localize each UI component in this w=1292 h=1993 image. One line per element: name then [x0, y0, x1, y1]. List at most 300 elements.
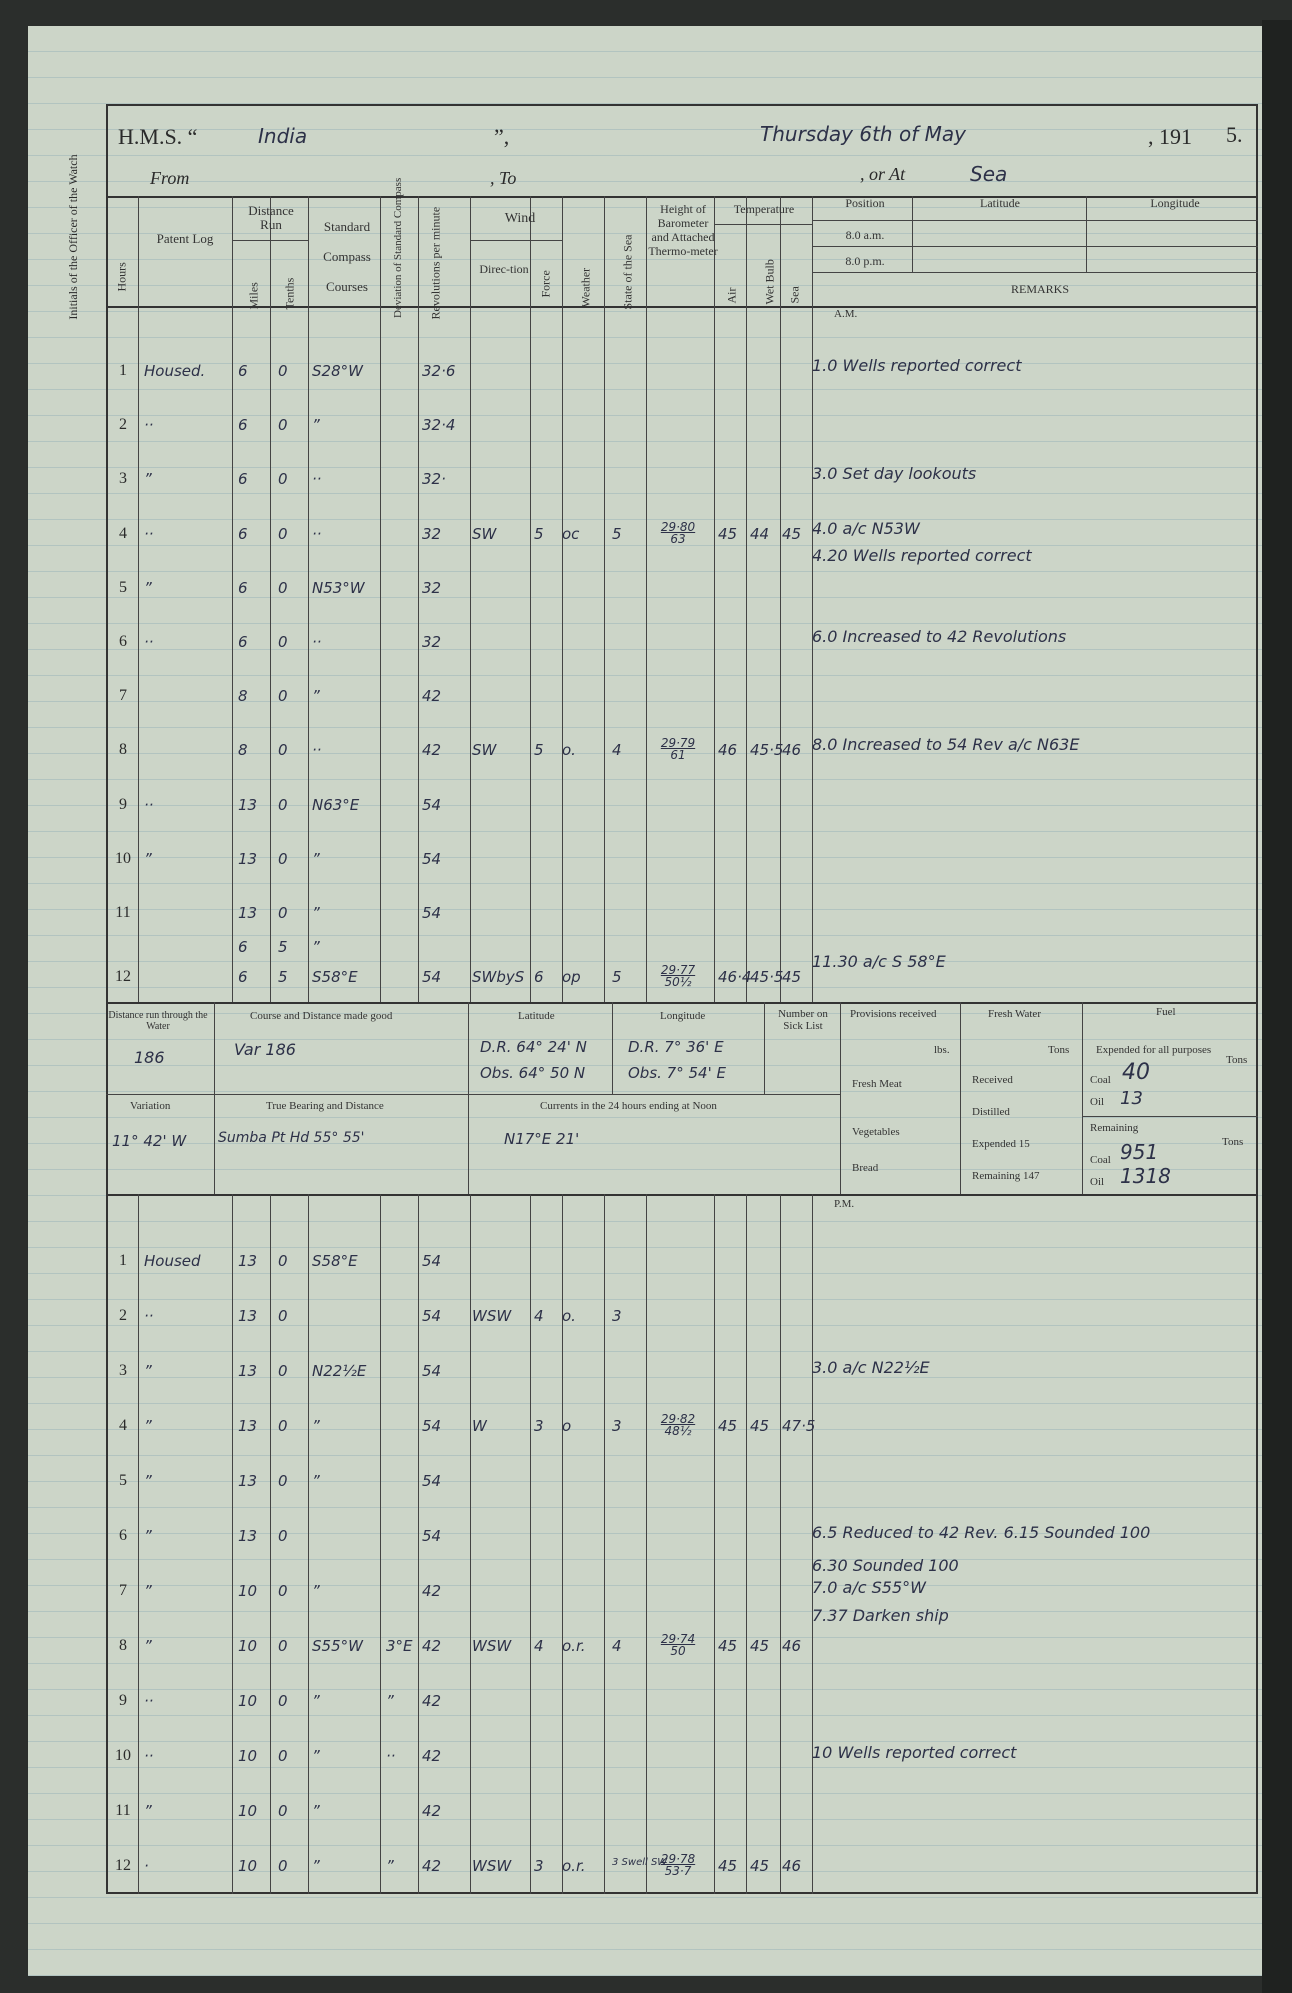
- am-course-cell: S28°W: [312, 362, 363, 380]
- pos-8am: 8.0 a.m.: [845, 228, 885, 242]
- pm-top-rule: [106, 1194, 1258, 1196]
- col-longitude: Longitude: [1150, 196, 1200, 210]
- pm-h-cell: 2: [119, 1307, 127, 1324]
- am-te-cell: 0: [278, 904, 288, 922]
- am-te-cell: 0: [278, 687, 288, 706]
- col-wind: Wind: [504, 211, 536, 226]
- am-mi-cell: 6: [238, 524, 248, 543]
- pm-mi-cell: 10: [238, 1637, 258, 1655]
- at-value: Sea: [970, 162, 1008, 186]
- am-te-cell: 0: [278, 741, 288, 760]
- water-expended: Expended 15: [972, 1138, 1030, 1150]
- am-mi-cell: 6: [238, 416, 248, 435]
- pm-rev-cell: 54: [422, 1252, 442, 1270]
- pm-h-cell: 3: [119, 1362, 127, 1379]
- pm-remark: 3.0 a/c N22½E: [812, 1358, 930, 1377]
- am-mi-cell: 6: [238, 633, 248, 651]
- noon-lon-dr: D.R. 7° 36' E: [628, 1038, 724, 1056]
- pm-dev-cell: ”: [386, 1857, 394, 1875]
- pm-rev-cell: 42: [422, 1857, 442, 1875]
- noon-lat-dr: D.R. 64° 24' N: [480, 1038, 587, 1056]
- pm-rev-cell: 42: [422, 1637, 442, 1655]
- col-sea: Sea: [787, 286, 802, 304]
- am-baro-reading: 29·77: [660, 963, 696, 977]
- am-mi-cell: 6: [238, 470, 248, 489]
- am-rev-cell: 42: [422, 741, 442, 760]
- am-h-cell: 10: [115, 849, 131, 867]
- pm-wet-cell: 45: [750, 1637, 770, 1655]
- am-rev-cell: 54: [422, 849, 442, 868]
- am-course-cell: ··: [312, 470, 322, 489]
- pm-baro-thermo: 50: [670, 1644, 686, 1658]
- am-course-cell: S58°E: [312, 968, 358, 986]
- pm-air-cell: 45: [718, 1637, 738, 1655]
- am-remark: 6.0 Increased to 42 Revolutions: [812, 627, 1067, 646]
- oil-rem-label: Oil: [1090, 1176, 1105, 1188]
- pm-sea-cell: 46: [782, 1637, 802, 1655]
- pm-mi-cell: 13: [238, 1307, 258, 1325]
- am-h-cell: 12: [115, 968, 131, 985]
- am-sea-cell: 45: [782, 968, 802, 986]
- pm-mi-cell: 13: [238, 1362, 258, 1380]
- column-rule: [418, 196, 419, 1002]
- column-rule: [780, 1194, 781, 1894]
- am-mi-cell: 6: [238, 968, 248, 986]
- pm-mi-cell: 13: [238, 1527, 258, 1545]
- pm-te-cell: 0: [278, 1307, 288, 1325]
- pm-h-cell: 10: [115, 1747, 131, 1764]
- pm-log-cell: ”: [144, 1362, 152, 1380]
- am-sea-cell: 46: [782, 741, 802, 760]
- am-log-cell: ··: [144, 416, 154, 435]
- pm-h-cell: 11: [115, 1802, 131, 1819]
- pm-dev-cell: 3°E: [386, 1637, 413, 1655]
- noon-lon-label: Longitude: [660, 1010, 706, 1022]
- am-te-cell: 0: [278, 362, 288, 380]
- noon-col-3: [612, 1002, 613, 1094]
- wind-sub-rule: [470, 240, 562, 241]
- col-air: Air: [724, 287, 739, 304]
- pm-course-cell: S58°E: [312, 1252, 358, 1270]
- col-temperature: Temperature: [733, 202, 795, 216]
- am-mi-cell: 6: [238, 938, 248, 956]
- pm-wdir-cell: W: [472, 1417, 487, 1435]
- am-h-cell: 3: [119, 470, 127, 488]
- am-rev-cell: 32: [422, 578, 442, 597]
- am-te-cell: 0: [278, 633, 288, 651]
- log-date: Thursday 6th of May: [760, 122, 966, 146]
- am-remark: 11.30 a/c S 58°E: [812, 952, 946, 972]
- am-h-cell: 8: [119, 741, 127, 759]
- am-baro-thermo: 63: [670, 531, 686, 546]
- pm-rev-cell: 54: [422, 1417, 442, 1435]
- pm-course-cell: ”: [312, 1747, 320, 1765]
- from-label: From: [150, 168, 190, 188]
- pm-log-cell: ··: [144, 1747, 154, 1765]
- pm-baro-reading: 29·74: [660, 1632, 696, 1646]
- pm-force-cell: 4: [534, 1307, 544, 1325]
- am-mi-cell: 6: [238, 578, 248, 597]
- am-baro-thermo: 61: [670, 748, 686, 763]
- fresh-water-label: Fresh Water: [988, 1008, 1041, 1020]
- water-distilled: Distilled: [972, 1106, 1010, 1118]
- pm-te-cell: 0: [278, 1527, 288, 1545]
- water-remaining: Remaining 147: [972, 1170, 1040, 1182]
- am-rev-cell: 42: [422, 687, 442, 706]
- page-edge: [1262, 20, 1292, 1993]
- column-rule: [138, 196, 139, 1002]
- am-course-cell: N53°W: [312, 578, 365, 597]
- am-baro-thermo: 50½: [664, 975, 692, 989]
- pm-log-cell: ”: [144, 1472, 152, 1490]
- pm-h-cell: 5: [119, 1472, 127, 1489]
- am-remark: 8.0 Increased to 54 Rev a/c N63E: [812, 735, 1080, 755]
- pm-mi-cell: 10: [238, 1692, 258, 1710]
- pm-weather-cell: o.r.: [562, 1857, 586, 1875]
- pm-h-cell: 1: [119, 1252, 127, 1269]
- pm-sea-state-cell: 3: [612, 1307, 622, 1325]
- am-course-cell: ··: [312, 633, 322, 651]
- am-weather-cell: oc: [562, 524, 580, 543]
- pm-te-cell: 0: [278, 1362, 288, 1380]
- column-rule: [812, 1194, 813, 1894]
- am-rev-cell: 54: [422, 904, 442, 922]
- am-weather-cell: o.: [562, 741, 576, 760]
- pm-force-cell: 4: [534, 1637, 544, 1655]
- am-log-cell: ··: [144, 795, 154, 814]
- pm-force-cell: 3: [534, 1417, 544, 1435]
- year-digit: 5.: [1226, 122, 1243, 147]
- pm-weather-cell: o: [562, 1417, 572, 1435]
- am-mi-cell: 13: [238, 795, 258, 814]
- pm-mi-cell: 10: [238, 1747, 258, 1765]
- column-rule: [232, 196, 233, 1002]
- noon-col-4: [764, 1002, 765, 1094]
- pm-course-cell: ”: [312, 1582, 320, 1600]
- bread-label: Bread: [852, 1162, 879, 1174]
- pm-wdir-cell: WSW: [472, 1637, 512, 1655]
- col-deviation: Deviation of Standard Compass: [392, 177, 404, 318]
- column-rule: [270, 1194, 271, 1894]
- coal-rem-label: Coal: [1090, 1154, 1111, 1166]
- am-remark: 3.0 Set day lookouts: [812, 464, 977, 484]
- pm-remark: 7.0 a/c S55°W: [812, 1578, 926, 1597]
- pm-baro-thermo: 48½: [664, 1424, 692, 1438]
- year-prefix: , 191: [1148, 124, 1192, 149]
- pm-course-cell: ”: [312, 1472, 320, 1490]
- dist-water-label: Distance run through the Water: [108, 1010, 208, 1032]
- pm-log-cell: ”: [144, 1527, 152, 1545]
- water-tons: Tons: [1048, 1044, 1070, 1056]
- provisions-label: Provisions received: [850, 1008, 937, 1020]
- pm-baro-reading: 29·82: [660, 1412, 696, 1426]
- am-rev-cell: 32: [422, 633, 442, 651]
- pm-rev-cell: 54: [422, 1527, 442, 1545]
- am-rev-cell: 54: [422, 968, 442, 986]
- am-h-cell: 11: [115, 904, 131, 921]
- pm-log-cell: ··: [144, 1692, 154, 1710]
- pm-mi-cell: 13: [238, 1472, 258, 1490]
- officer-initials-label: Initials of the Officer of the Watch: [66, 154, 80, 320]
- column-rule: [232, 1194, 233, 1894]
- pm-log-cell: ··: [144, 1307, 154, 1325]
- pm-te-cell: 0: [278, 1417, 288, 1435]
- pm-course-cell: ”: [312, 1857, 320, 1875]
- column-rule: [780, 196, 781, 1002]
- pm-baro-cell: [648, 1633, 708, 1657]
- am-mi-cell: 8: [238, 687, 248, 706]
- col-miles: Miles: [246, 282, 261, 310]
- am-mi-cell: 8: [238, 741, 248, 760]
- pm-te-cell: 0: [278, 1802, 288, 1820]
- col-state-sea: State of the Sea: [620, 234, 635, 310]
- pm-te-cell: 0: [278, 1472, 288, 1490]
- pm-remark: 7.37 Darken ship: [812, 1605, 949, 1625]
- am-h-cell: 9: [119, 795, 127, 813]
- title-close-quote: ”,: [494, 124, 510, 149]
- pm-h-cell: 8: [119, 1637, 127, 1654]
- col-std-compass: Standard Compass Courses: [323, 219, 371, 294]
- pm-dev-cell: ··: [386, 1747, 396, 1765]
- pos-8pm: 8.0 p.m.: [845, 254, 885, 268]
- am-mi-cell: 6: [238, 362, 248, 380]
- am-te-cell: 0: [278, 849, 288, 868]
- pm-rev-cell: 54: [422, 1307, 442, 1325]
- pm-te-cell: 0: [278, 1857, 288, 1875]
- pm-rev-cell: 42: [422, 1692, 442, 1710]
- pm-te-cell: 0: [278, 1582, 288, 1600]
- am-h-cell: 5: [119, 578, 127, 596]
- fuel-tons-label: Tons: [1226, 1054, 1248, 1066]
- pm-te-cell: 0: [278, 1747, 288, 1765]
- pm-log-cell: ·: [144, 1857, 149, 1875]
- am-h-cell: 1: [119, 362, 127, 379]
- am-h-cell: 6: [119, 633, 127, 650]
- col-tenths: Tenths: [282, 277, 297, 310]
- distance-sub-rule: [232, 240, 308, 241]
- variation-label: Variation: [130, 1100, 171, 1112]
- am-baro-cell: [648, 964, 708, 988]
- column-rule: [812, 196, 813, 1002]
- am-wet-cell: 44: [750, 524, 770, 543]
- hms-label: H.M.S. “: [118, 124, 198, 149]
- pm-log-cell: ”: [144, 1802, 152, 1820]
- col-wet-bulb: Wet Bulb: [762, 259, 777, 305]
- position-rule-2: [812, 246, 1258, 247]
- am-label: A.M.: [834, 308, 858, 320]
- am-mi-cell: 13: [238, 849, 258, 868]
- pm-log-cell: ”: [144, 1417, 152, 1435]
- am-te-cell: 5: [278, 968, 288, 986]
- pm-baro-cell: [648, 1413, 708, 1437]
- col-barometer: Height of Barometer and Attached Thermo-meter: [648, 202, 718, 258]
- am-course-cell: N63°E: [312, 795, 360, 814]
- column-rule: [714, 196, 715, 1002]
- am-weather-cell: op: [562, 968, 581, 986]
- pm-course-cell: N22½E: [312, 1362, 367, 1380]
- pm-rev-cell: 42: [422, 1747, 442, 1765]
- am-sea-cell: 45: [782, 524, 802, 543]
- am-wdir-cell: SW: [472, 741, 497, 760]
- am-baro-reading: 29·79: [660, 736, 696, 751]
- pm-wet-cell: 45: [750, 1417, 770, 1435]
- am-force-cell: 6: [534, 968, 544, 986]
- am-wdir-cell: SWbyS: [472, 968, 525, 986]
- am-air-cell: 46: [718, 741, 738, 760]
- am-h-cell: 2: [119, 416, 127, 434]
- am-course-cell: ”: [312, 904, 320, 922]
- am-baro-reading: 29·80: [660, 519, 696, 534]
- noon-top-rule: [106, 1002, 1258, 1004]
- pm-course-cell: ”: [312, 1417, 320, 1435]
- vegetables-label: Vegetables: [852, 1126, 900, 1138]
- pm-wet-cell: 45: [750, 1857, 770, 1875]
- column-rule: [714, 1194, 715, 1894]
- noon-lat-label: Latitude: [518, 1010, 555, 1022]
- am-sea-state-cell: 5: [612, 968, 622, 986]
- pm-sea-cell: 46: [782, 1857, 802, 1875]
- pm-baro-thermo: 53·7: [664, 1864, 692, 1878]
- col-position: Position: [845, 196, 885, 210]
- noon-col-7: [1082, 1002, 1083, 1194]
- pm-remark: 6.30 Sounded 100: [812, 1556, 959, 1575]
- bearing-value: Sumba Pt Hd 55° 55': [218, 1130, 365, 1146]
- am-wet-cell: 45·5: [750, 968, 784, 986]
- column-rule: [270, 196, 271, 1002]
- pm-wdir-cell: WSW: [472, 1857, 512, 1875]
- temp-sub-rule: [714, 224, 812, 225]
- pm-h-cell: 7: [119, 1582, 127, 1599]
- am-force-cell: 5: [534, 741, 544, 760]
- col-distance-run: Distance Run: [248, 203, 294, 232]
- variation-value: 11° 42' W: [112, 1132, 187, 1150]
- pm-mi-cell: 13: [238, 1417, 258, 1435]
- column-rule: [308, 1194, 309, 1894]
- pm-air-cell: 45: [718, 1857, 738, 1875]
- noon-col-1: [214, 1002, 215, 1194]
- currents-label: Currents in the 24 hours ending at Noon: [540, 1100, 717, 1112]
- pm-remark: 6.5 Reduced to 42 Rev. 6.15 Sounded 100: [812, 1523, 1151, 1542]
- am-course-cell: ”: [312, 849, 320, 868]
- am-rev-cell: 54: [422, 795, 442, 814]
- oil-exp-label: Oil: [1090, 1096, 1105, 1108]
- pm-course-cell: ”: [312, 1692, 320, 1710]
- column-rule: [604, 196, 605, 1002]
- oil-exp-value: 13: [1120, 1088, 1143, 1109]
- column-rule: [470, 196, 471, 1002]
- am-baro-cell: [648, 737, 708, 761]
- am-log-cell: ”: [144, 849, 152, 868]
- fuel-label: Fuel: [1156, 1006, 1176, 1018]
- am-course-cell: ”: [312, 938, 320, 956]
- col-hours: Hours: [114, 262, 129, 292]
- pm-rev-cell: 54: [422, 1472, 442, 1490]
- noon-mid-rule: [106, 1094, 840, 1095]
- am-te-cell: 0: [278, 578, 288, 597]
- am-wet-cell: 45·5: [750, 741, 784, 760]
- am-te-cell: 5: [278, 938, 288, 956]
- am-te-cell: 0: [278, 524, 288, 543]
- coal-rem-value: 951: [1120, 1140, 1159, 1164]
- am-rev-cell: 32·: [422, 470, 446, 489]
- pm-h-cell: 9: [119, 1692, 127, 1709]
- position-rule-3: [812, 272, 1258, 273]
- coal-exp-value: 40: [1122, 1060, 1150, 1085]
- col-patent-log: [140, 226, 230, 252]
- coal-exp-label: Coal: [1090, 1074, 1111, 1086]
- pm-baro-cell: [648, 1853, 708, 1877]
- pm-log-cell: ”: [144, 1637, 152, 1655]
- pm-label: P.M.: [834, 1198, 855, 1210]
- am-log-cell: ··: [144, 524, 154, 543]
- pm-mi-cell: 13: [238, 1252, 258, 1270]
- am-course-cell: ”: [312, 687, 320, 706]
- to-label: , To: [490, 168, 517, 188]
- fresh-meat-label: Fresh Meat: [852, 1078, 902, 1090]
- am-course-cell: ··: [312, 524, 322, 543]
- column-rule: [530, 196, 531, 1002]
- am-wdir-cell: SW: [472, 524, 497, 543]
- col-direction: Direc-tion: [479, 262, 529, 276]
- pm-sea-cell: 47·5: [782, 1417, 816, 1435]
- noon-col-6: [960, 1002, 961, 1194]
- sick-list-label: Number on Sick List: [778, 1008, 828, 1032]
- fuel-rem-tons-label: Tons: [1222, 1136, 1244, 1148]
- bearing-label: True Bearing and Distance: [266, 1100, 384, 1112]
- am-te-cell: 0: [278, 470, 288, 489]
- pm-h-cell: 6: [119, 1527, 127, 1544]
- pm-log-cell: ”: [144, 1582, 152, 1600]
- pm-te-cell: 0: [278, 1637, 288, 1655]
- column-rule: [746, 1194, 747, 1894]
- am-remark: 1.0 Wells reported correct: [812, 356, 1022, 375]
- column-rule: [308, 196, 309, 1002]
- am-log-cell: Housed.: [144, 362, 206, 380]
- pm-h-cell: 12: [115, 1857, 131, 1874]
- am-log-cell: ··: [144, 633, 154, 651]
- am-force-cell: 5: [534, 524, 544, 543]
- column-rule: [562, 196, 563, 1002]
- pm-weather-cell: o.: [562, 1307, 576, 1325]
- col-remarks: REMARKS: [1010, 282, 1069, 296]
- column-rule: [380, 196, 381, 1002]
- water-received: Received: [972, 1074, 1013, 1086]
- column-rule: [646, 1194, 647, 1894]
- col-force: Force: [538, 270, 553, 298]
- currents-value: N17°E 21': [504, 1130, 580, 1148]
- pm-rev-cell: 42: [422, 1582, 442, 1600]
- at-label: , or At: [860, 164, 906, 184]
- pm-h-cell: 4: [119, 1417, 127, 1434]
- pm-rev-cell: 54: [422, 1362, 442, 1380]
- pm-sea-state-cell: 3: [612, 1417, 622, 1435]
- am-rev-cell: 32: [422, 524, 442, 543]
- am-te-cell: 0: [278, 795, 288, 814]
- pm-sea-state-cell: 4: [612, 1637, 622, 1655]
- pm-te-cell: 0: [278, 1252, 288, 1270]
- column-rule: [746, 196, 747, 1002]
- course-good-value: Var 186: [234, 1040, 296, 1059]
- pm-dev-cell: ”: [386, 1692, 394, 1710]
- fuel-expended-label: Expended for all purposes: [1096, 1044, 1212, 1056]
- header-bottom-rule: [106, 306, 1258, 308]
- am-remark: 4.0 a/c N53W: [812, 518, 920, 538]
- pm-te-cell: 0: [278, 1692, 288, 1710]
- fuel-remaining-label: Remaining: [1090, 1122, 1139, 1134]
- am-sea-state-cell: 5: [612, 524, 622, 543]
- am-baro-cell: [648, 521, 708, 545]
- am-remark: 4.20 Wells reported correct: [812, 545, 1032, 565]
